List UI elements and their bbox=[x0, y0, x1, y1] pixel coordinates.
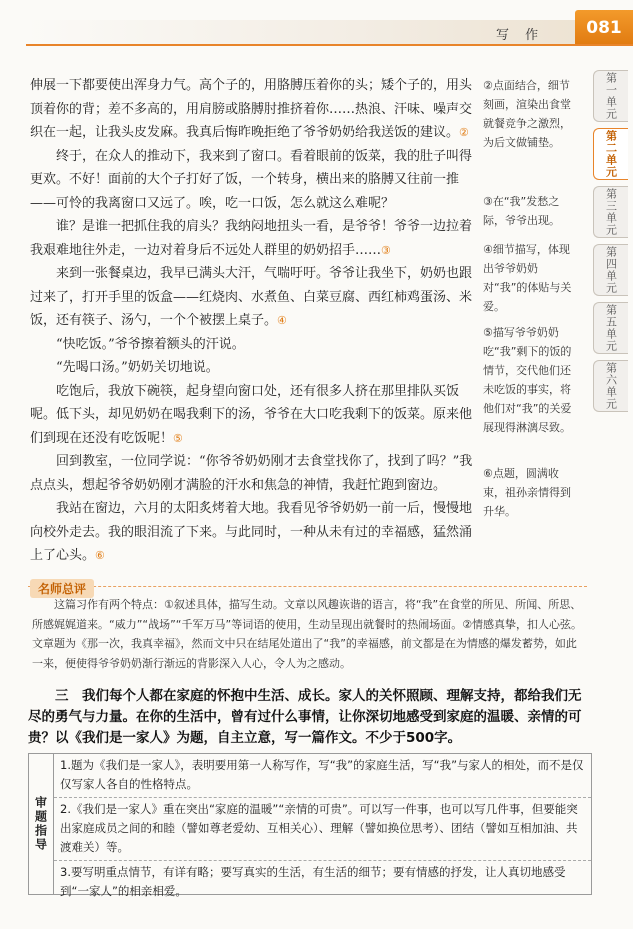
essay-paragraph bbox=[30, 380, 475, 451]
review-section bbox=[28, 582, 587, 685]
margin-note: ⑥点题，圆满收束，祖孙亲情得到升华。 bbox=[483, 467, 571, 518]
paragraph-text: “快吃饭。”爷爷擦着额头的汗说。 bbox=[56, 336, 245, 352]
annotation-mark: ② bbox=[459, 126, 469, 139]
margin-note: ②点面结合，细节刻画，渲染出食堂就餐竞争之激烈，为后文做铺垫。 bbox=[483, 79, 571, 149]
paragraph-text: 伸展一下都要使出浑身力气。高个子的，用胳膊压着你的头；矮个子的，用头顶着你的背；差不多高的，用肩膀或胳膊肘推挤着你……热浪、汗味、噪声交织在一起，让我头皮发麻。我真后悔昨晚拒绝了爷爷奶奶给我送饭的建议。 bbox=[30, 78, 473, 140]
annotation-mark: ③ bbox=[381, 243, 391, 257]
guide-body bbox=[54, 754, 591, 904]
review-text: 这篇习作有两个特点：①叙述具体，描写生动。文章以风趣诙谐的语言，将“我”在食堂的所见、所闻、所思、所感娓娓道来。“威力”“战场”“千军万马”等词语的使用，生动呈现出就餐时的热闹场面。②情感真挚，扣人心弦。文章题为《那一次，我真幸福》，然而文中只在结尾处道出了“我”的幸福感，前文都是在为情感的爆发蓄势，如此一来，便使得爷爷奶奶渐行渐远的背影深入人心，令人为之感动。 bbox=[32, 598, 583, 670]
section-title: 写 作 bbox=[496, 28, 545, 43]
unit-tab[interactable]: 第一单元 bbox=[593, 70, 628, 122]
paragraph-text: 我站在窗边，六月的太阳炙烤着大地。我看见爷爷奶奶一前一后，慢慢地向校外走去。我的眼泪流了下来。与此同时，一种从未有过的幸福感，猛然涌上了心头。 bbox=[30, 501, 473, 563]
paragraph-text: 吃饱后，我放下碗筷，起身望向窗口处，还有很多人挤在那里排队买饭呢。低下头，却见奶奶在喝我剩下的汤，爷爷在大口吃我剩下的饭菜。原来他们到现在还没有吃饭呢！ bbox=[30, 383, 473, 446]
annotation-mark: ④ bbox=[277, 314, 287, 327]
essay-body bbox=[30, 74, 475, 568]
header-rule bbox=[26, 44, 633, 46]
essay-paragraph bbox=[30, 215, 475, 262]
page-number: 081 bbox=[575, 10, 633, 46]
essay-paragraph bbox=[30, 497, 475, 568]
essay-paragraph bbox=[30, 356, 475, 380]
paragraph-text: 来到一张餐桌边，我早已满头大汗，气喘吁吁。爷爷让我坐下，奶奶也跟过来了，打开手里的饭盒——红烧肉、水煮鱼、白菜豆腐、西红柿鸡蛋汤、米饭，还有筷子、汤勺，一个个被摆上桌子。 bbox=[30, 266, 473, 328]
unit-tab[interactable]: 第三单元 bbox=[593, 186, 628, 238]
unit-tab[interactable]: 第四单元 bbox=[593, 244, 628, 296]
margin-note: ④细节描写，体现出爷爷奶奶对“我”的体贴与关爱。 bbox=[483, 243, 572, 313]
paragraph-text: “先喝口汤。”奶奶关切地说。 bbox=[56, 360, 219, 375]
unit-tab[interactable]: 第二单元 bbox=[593, 128, 628, 180]
margin-note: ⑤描写爷爷奶奶吃“我”剩下的饭的情节，交代他们还未吃饭的事实，将他们对“我”的关爱展现得淋漓尽致。 bbox=[483, 326, 572, 434]
essay-paragraph bbox=[30, 262, 475, 333]
margin-note: ③在“我”发愁之际，爷爷出现。 bbox=[483, 195, 560, 227]
guide-item: 1.题为《我们是一家人》，表明要用第一人称写作，写“我”的家庭生活，写“我”与家人的相处，而不是仅仅写家人各自的性格特点。 bbox=[54, 754, 591, 798]
paragraph-text: 谁？是谁一把抓住我的肩头？我纳闷地扭头一看，是爷爷！爷爷一边拉着我艰难地往外走，一边对着身后不远处人群里的奶奶招手…… bbox=[30, 219, 473, 258]
paragraph-text: 终于，在众人的推动下，我来到了窗口。看着眼前的饭菜，我的肚子叫得更欢。不好！面前的大个子打好了饭，一个转身，横出来的胳膊又往前一推——可怜的我离窗口又远了。唉，吃一口饭，怎么就这么难呢？ bbox=[30, 148, 473, 211]
essay-paragraph bbox=[30, 333, 475, 357]
guide-item: 3.要写明重点情节，有详有略；要写真实的生活，有生活的细节；要有情感的抒发，让人真切地感受到“一家人”的相亲相爱。 bbox=[60, 865, 566, 898]
annotation-mark: ⑤ bbox=[173, 431, 183, 445]
essay-paragraph bbox=[30, 74, 475, 145]
guide-box bbox=[28, 753, 592, 898]
guide-item: 2.《我们是一家人》重在突出“家庭的温暖”“亲情的可贵”。可以写一件事，也可以写几件事，但要能突出家庭成员之间的和睦（譬如尊老爱幼、互相关心）、理解（譬如换位思考）、团结（譬如互相加油、共渡难关）等。 bbox=[54, 798, 591, 861]
annotation-mark: ⑥ bbox=[95, 549, 105, 562]
unit-tab[interactable]: 第六单元 bbox=[593, 360, 628, 412]
unit-tabs bbox=[593, 70, 633, 418]
guide-label: 审题指导 bbox=[29, 754, 54, 894]
essay-paragraph bbox=[30, 450, 475, 497]
essay-paragraph bbox=[30, 145, 475, 216]
review-tag: 名师总评 bbox=[30, 579, 94, 598]
unit-tab[interactable]: 第五单元 bbox=[593, 302, 628, 354]
page-header bbox=[0, 0, 633, 46]
writing-task: 三 我们每个人都在家庭的怀抱中生活、成长。家人的关怀照顾、理解支持，都给我们无尽的勇气与力量。在你的生活中，曾有过什么事情，让你深切地感受到家庭的温暖、亲情的可贵？以《我们是一家人》为题，自主立意，写一篇作文。不少于500字。 bbox=[28, 688, 582, 746]
paragraph-text: 回到教室，一位同学说：“你爷爷奶奶刚才去食堂找你了，找到了吗？”我点点头，想起爷爷奶奶刚才满脸的汗水和焦急的神情，我赶忙跑到窗边。 bbox=[30, 454, 473, 493]
